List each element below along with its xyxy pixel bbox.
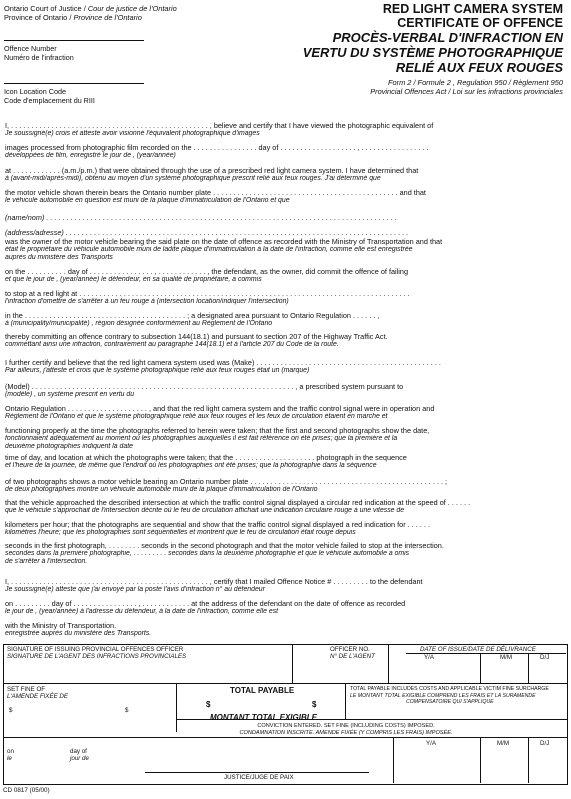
body-line-fr: Je soussigné(e) crois et atteste avoir visionné l'équivalent photographique d'images [5,130,260,137]
body-line: images processed from photographic film recorded on the . . . . . . . . . . . . . . . . day of . . . . . . . . . . . . . . . . . . . , . . . . . . . . . . . . . . . . . [5,143,429,152]
body-line: in the . . . . . . . . . . . . . . . . . . . . . . . . . . . . . . . . . . . . . . . . ; a designated area pursuant to Ontario Regulation . . . . . . , [5,311,380,320]
month-label-2: M/M [497,740,510,747]
day-label: D/J [540,654,550,661]
body-line-fr: commettant ainsi une infraction, contrairement au paragraphe 144(18.1) et à l'article 207 du Code de la route. [5,341,339,348]
body-line-fr: fonctionnaient adéquatement au moment où les photographies auxquelles il est fait référence on été prises; que la première et la [5,435,398,442]
body-line-fr: le jour de , (year/année) à l'adresse du défendeur, à la date de l'infraction, comme elle est [5,608,279,615]
body-line: I further certify and believe that the red light camera system used was (Make) . . . . . . . . . . . . . . . . . . . . . . . . . . . . . . . . . . . . . . . . . . . . . . [5,358,441,367]
body-line-fr: (modèle) , un système prescrit en vertu du [5,391,135,398]
body-line-fr: de deux photographies montre un véhicule automobile muni de la plaque d'immatriculation de l'Ontario [5,486,318,493]
total-payable-label: TOTAL PAYABLE [230,686,295,695]
month-label: M/M [500,654,513,661]
body-line: (address/adresse) . . . . . . . . . . . . . . . . . . . . . . . . . . . . . . . . . . . . . . . . . . . . . . . . . . . . . . . . . . . . . . . . . . . . . . . . . . . . . . . . . . . . . [5,228,409,237]
body-line: time of day, and location at which the photographs were taken; that the . . . . . . . . . . . . . . . . . . . . photograph in the sequence [5,453,407,462]
body-line-fr: secondes dans la première photographie, . . . . . . . . . secondes dans la deuxième photographie et que le véhicule automobile a omis [5,550,410,557]
body-line-fr: Règlement de l'Ontario et que le système photographique relié aux feux rouges et les feux de circulation étaient en marche et [5,413,388,420]
body-line: on the . . . . . . . . . . day of . . . . . . . . . . . . . . . . , . . . . . . . . . . . . , the defendant, as the owner, did commit the offence of failing [5,267,409,276]
body-line-fr: à (avant-midi/après-midi), obtenu au moyen d'un système photographique prescrit relié aux feux rouges. J'ai déterminé que [5,175,381,182]
officer-number-label: OFFICER NO. N° DE L'AGENT [330,646,375,660]
set-fine-dollar-2: $ [125,707,129,714]
total-dollar-2: $ [312,700,317,709]
body-line-fr: deuxième photographies indiquent la date [5,443,133,450]
body-line: with the Ministry of Transportation. [5,621,117,630]
total-payable-note: TOTAL PAYABLE INCLUDES COSTS AND APPLICABLE VICTIM FINE SURCHARGE LE MONTANT TOTAL EXIGIBLE COMPREND LES FRAIS ET LA SURAMENDE COMPENSATOIRE QUI S'APPLIQUE [350,686,549,705]
date-of-issue-label: DATE OF ISSUE/DATE DE DÉLIVRANCE [420,646,536,653]
conviction-statement: CONVICTION ENTERED. SET FINE (INCLUDING COSTS) IMPOSED. CONDAMNATION INSCRITE. AMENDE FIXÉE (Y COMPRIS LES FRAIS) IMPOSÉE. [239,723,453,736]
icon-location-line [4,83,144,84]
set-fine-dollar: $ [9,707,13,714]
on-label: on le [7,748,14,762]
body-line: (Model) . . . . . . . . . . . . . . . . . . . . . . . . . . . . . . . . . . . . . . . . . . . . . . . . . . . . . . . . . . . . . . . . . , a prescribed system pursuant to [5,382,404,391]
body-line-fr: et que le jour de , (year/année) le défendeur, en sa qualité de propriétaire, a commis [5,276,262,283]
day-of-label: day of jour de [70,748,89,762]
body-line: Ontario Regulation . . . . . . . . . . . . . . . . . . . . , and that the red light camera system and the traffic control signal were in operation and [5,404,435,413]
form-code: CD 0817 (05/00) [3,787,50,794]
total-dollar-1: $ [206,700,211,709]
body-line: I, . . . . . . . . . . . . . . . . . . . . . . . . . . . . . . . . . . . . . . . . . . . . . . . . . , certify that I mailed Offence Notice # . . . . . . . . . to the defendant [5,577,423,586]
form-title-fr: PROCÈS-VERBAL D'INFRACTION EN VERTU DU SYSTÈME PHOTOGRAPHIQUE RELIÉ AUX FEUX ROUGES [302,30,563,75]
body-line-fr: de s'arrêter à l'intersection. [5,558,88,565]
body-line: I, . . . . . . . . . . . . . . . . . . . . . . . . . . . . . . . . . . . . . . . . . . . . . . . . . , believe and certify that I have viewed the photographic equivalent of [5,121,434,130]
offence-number-label: Offence Number Numéro de l'infraction [4,44,74,62]
body-line: seconds in the first photograph, . . . . . . . . seconds in the second photograph and that the motor vehicle failed to stop at the intersection. [5,541,444,550]
body-line: the motor vehicle shown therein bears the Ontario number plate . . . . . . . . . . . . . . . . . . . . . . . . . . . . . . . . . . . . . . . . . . . . . . and that [5,188,426,197]
body-line-fr: Je soussigné(e) atteste que j'ai envoyé par la poste l'avis d'infraction n° au défendeur [5,586,265,593]
year-label: Y/A [424,654,434,661]
body-line: (name/nom) . . . . . . . . . . . . . . . . . . . . . . . . . . . . . . . . . . . . . . . . . . . . . . . . . . . . . . . . . . . . . . . . . . . . . . . . . . . . . . . . . . . . . . . [5,213,398,222]
body-line: functioning properly at the time the photographs referred to herein were taken; that the first and second photographs show the date, [5,426,430,435]
signature-label: SIGNATURE OF ISSUING PROVINCIAL OFFENCES OFFICER SIGNATURE DE L'AGENT DES INFRACTIONS PROVINCIALES [7,646,187,660]
body-line: at . . . . . . . . . . . . (a.m./p.m.) that were obtained through the use of a prescribed red light camera system. I have determined that [5,166,419,175]
justice-signature-line [145,772,369,773]
body-line: was the owner of the motor vehicle bearing the said plate on the date of offence as recorded with the Ministry of Transportation and that [5,237,443,246]
body-line-fr: Par ailleurs, j'atteste et crois que le système photographique relié aux feux rouges était un (marque) [5,367,310,374]
body-line-fr: développées de film, enregistré le jour de , (year/année) [5,152,176,159]
body-line-fr: était le propriétaire du véhicule automobile muni de ladite plaque d'immatriculation à la date de l'infraction, comme elle est enregistrée [5,246,413,253]
body-line-fr: le véhicule automobile en question est muni de la plaque d'immatriculation de l'Ontario et que [5,197,290,204]
body-line-fr: que le véhicule s'approchait de l'intersection décrite où le feu de circulation affichait une indication circulaire rouge à une vitesse de [5,507,405,514]
body-line-fr: l'infraction d'omettre de s'arrêter à un feu rouge à (intersection location/indiquer l'intersection) [5,298,289,305]
court-name: Ontario Court of Justice / Cour de justice de l'Ontario Province of Ontario / Province de l'Ontario [4,4,177,22]
body-line-fr: auprès du ministère des Transports [5,254,113,261]
body-line: to stop at a red light at . . . . . . . . . . . . . . . . . . . . . . . . . . . . . . . . . . . . . . . . . . . . . . . . . . . . . . . . . . . . . . . . . . . . . . . . . . . . . . . . . . [5,289,410,298]
form-title: RED LIGHT CAMERA SYSTEM CERTIFICATE OF OFFENCE [382,2,563,30]
body-line: that the vehicle approached the described intersection at which the traffic control signal displayed a circular red indication at the speed of . . . . . . [5,498,471,507]
body-line-fr: kilomètres l'heure; que les photographies sont séquentielles et montrent que le feu de circulation était rouge depuis [5,529,356,536]
body-line-fr: enregistrée auprès du ministère des Transports. [5,630,152,637]
montant-total-label: MONTANT TOTAL EXIGIBLE [210,713,317,722]
body-line: of two photographs shows a motor vehicle bearing an Ontario number plate . . . . . . . . . . . . . . . . . . . . . . . . . . . . . . . . . . . . . . . . . . . . . . . . ; [5,477,448,486]
body-line: on . . . . . . . . . day of . . . . . . . . . . . . . . . . , . . . . . . . . . . . . at the address of the defendant on the date of offence as recorded [5,599,406,608]
set-fine-label: SET FINE OF L'AMENDE FIXÉE DE [7,686,69,700]
regulation-reference: Form 2 / Formule 2 , Regulation 950 / Règlement 950 Provincial Offences Act / Loi sur les infractions provinciales [370,78,563,96]
body-line: kilometers per hour; that the photographs are sequential and show that the traffic control signal displayed a red indication for . . . . . . [5,520,430,529]
offence-number-line [4,40,144,41]
justice-label: JUSTICE/JUGE DE PAIX [224,774,294,781]
icon-location-label: Icon Location Code Code d'emplacement du RIII [4,87,95,105]
body-line-fr: à (municipality/municipalité) , région désignée conformément au Règlement de l'Ontario [5,320,273,327]
body-line-fr: et l'heure de la journée, de même que l'endroit où les photographies ont été prises; que la photographie dans la séquence [5,462,377,469]
day-label-2: D/J [540,740,550,747]
body-line: thereby committing an offence contrary to subsection 144(18.1) and pursuant to section 207 of the Highway Traffic Act. [5,332,388,341]
year-label-2: Y/A [426,740,436,747]
